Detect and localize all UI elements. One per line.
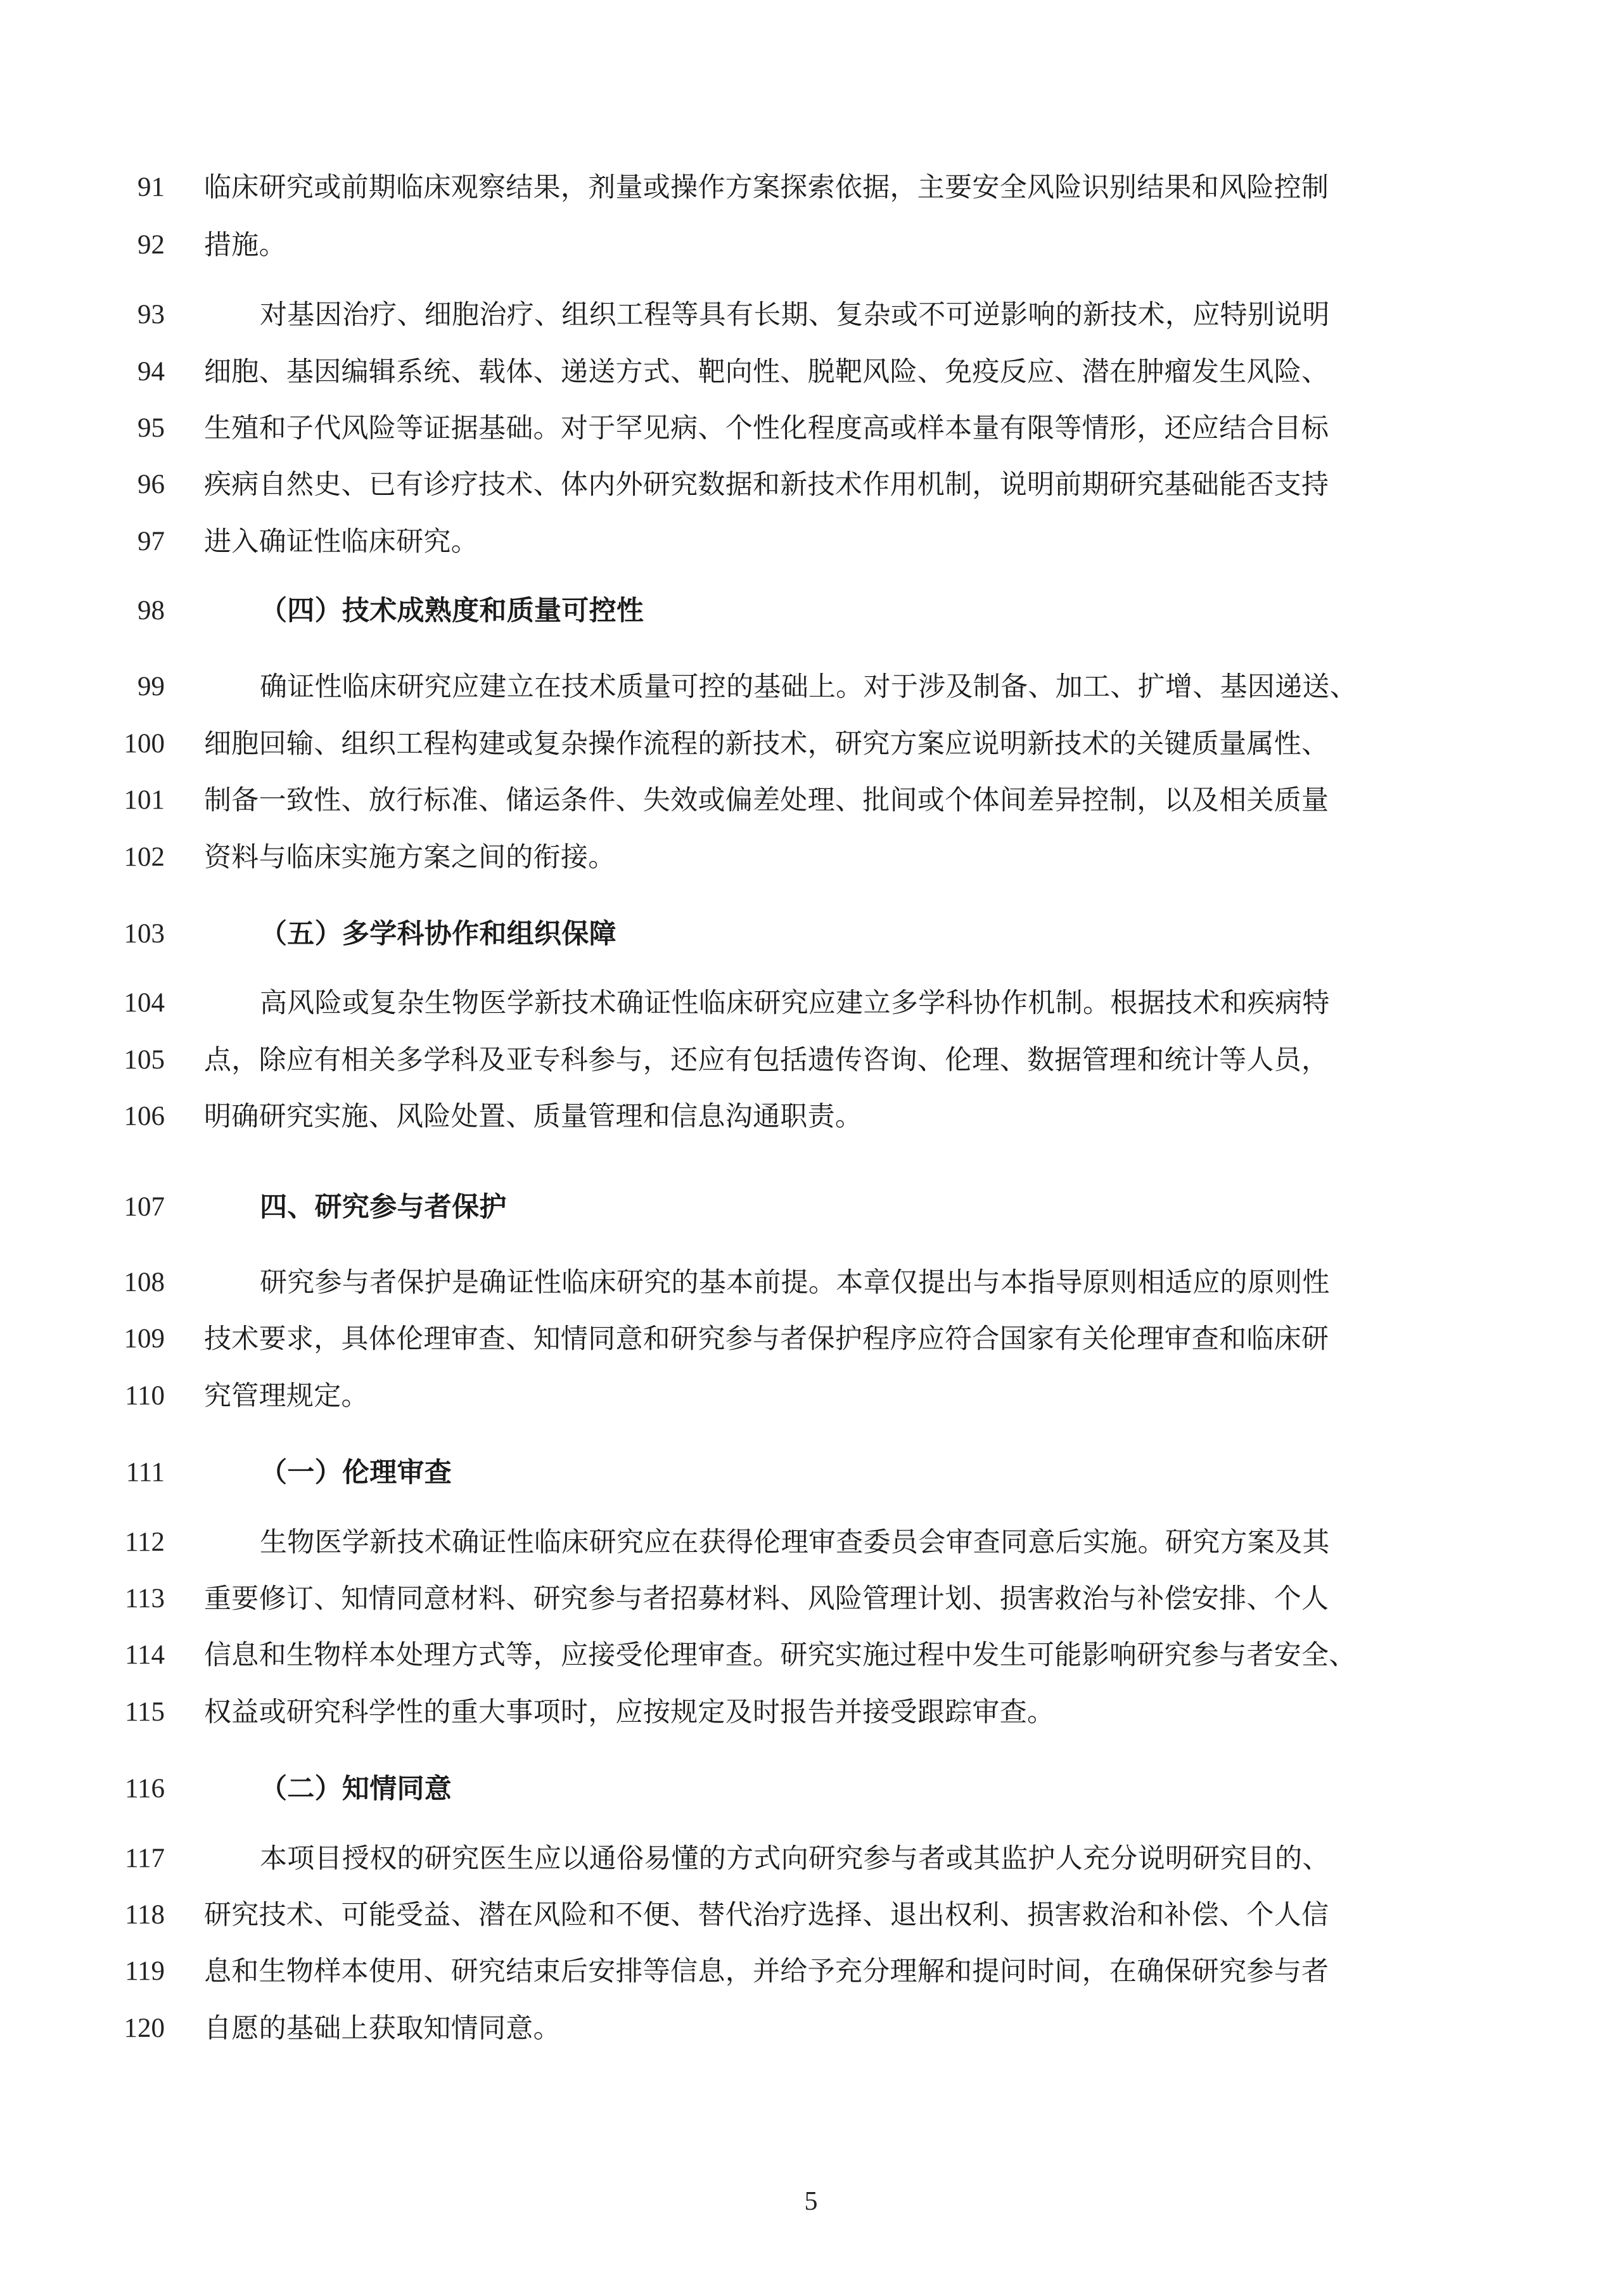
line-number: 94: [137, 357, 165, 387]
text-line: [0, 217, 1622, 274]
paragraph-text: 高风险或复杂生物医学新技术确证性临床研究应建立多学科协作机制。根据技术和疾病特: [260, 987, 1330, 1019]
section-heading: （一）伦理审查: [260, 1457, 452, 1489]
line-number: 116: [125, 1774, 165, 1804]
text-line: [0, 1830, 1622, 1887]
text-line: [0, 772, 1622, 829]
line-number: 96: [137, 470, 165, 499]
text-line: [0, 829, 1622, 886]
line-number: 111: [125, 1458, 165, 1487]
paragraph-text: 资料与临床实施方案之间的衔接。: [204, 842, 616, 873]
text-line: [0, 975, 1622, 1032]
paragraph-text: 细胞回输、组织工程构建或复杂操作流程的新技术，研究方案应说明新技术的关键质量属性、: [204, 728, 1329, 760]
paragraph-text: 疾病自然史、已有诊疗技术、体内外研究数据和新技术作用机制，说明前期研究基础能否支持: [204, 469, 1329, 501]
paragraph-text: 制备一致性、放行标准、储运条件、失效或偏差处理、批间或个体间差异控制，以及相关质量: [204, 785, 1329, 816]
text-line: [0, 1627, 1622, 1684]
line-number: 92: [137, 230, 165, 260]
paragraph-text: 对基因治疗、细胞治疗、组织工程等具有长期、复杂或不可逆影响的新技术，应特别说明: [260, 299, 1330, 331]
paragraph-text: 进入确证性临床研究。: [204, 526, 478, 558]
section-heading-line: [0, 1760, 1622, 1818]
text-line: [0, 658, 1622, 715]
text-line: [0, 1684, 1622, 1741]
text-line: [0, 456, 1622, 513]
paragraph-text: 重要修订、知情同意材料、研究参与者招募材料、风险管理计划、损害救治与补偿安排、个人: [204, 1583, 1329, 1615]
text-line: [0, 2000, 1622, 2057]
paragraph-text: 技术要求，具体伦理审查、知情同意和研究参与者保护程序应符合国家有关伦理审查和临床研: [204, 1323, 1329, 1355]
line-number: 101: [124, 785, 165, 815]
paragraph-text: 措施。: [204, 229, 286, 261]
section-heading-line: [0, 906, 1622, 963]
line-number: 103: [124, 919, 165, 949]
section-heading: （四）技术成熟度和质量可控性: [260, 595, 644, 627]
line-number: 108: [124, 1267, 165, 1297]
line-number: 110: [125, 1381, 165, 1411]
text-line: [0, 1887, 1622, 1944]
line-number: 91: [137, 172, 165, 202]
line-number: 117: [125, 1844, 165, 1873]
line-number: 112: [125, 1527, 165, 1557]
text-line: [0, 1570, 1622, 1627]
paragraph-text: 确证性临床研究应建立在技术质量可控的基础上。对于涉及制备、加工、扩增、基因递送、: [260, 671, 1357, 703]
text-line: [0, 715, 1622, 773]
paragraph-text: 息和生物样本使用、研究结束后安排等信息，并给予充分理解和提问时间，在确保研究参与者: [204, 1956, 1329, 1987]
page-number: 5: [804, 2187, 818, 2216]
line-number: 100: [124, 729, 165, 759]
line-number: 102: [124, 842, 165, 872]
paragraph-text: 生殖和子代风险等证据基础。对于罕见病、个性化程度高或样本量有限等情形，还应结合目标: [204, 413, 1329, 444]
line-number: 120: [124, 2013, 165, 2043]
text-line: [0, 159, 1622, 216]
text-line: [0, 1368, 1622, 1425]
text-line: [0, 1088, 1622, 1145]
line-number: 93: [137, 300, 165, 330]
line-number: 104: [124, 988, 165, 1018]
section-heading: （五）多学科协作和组织保障: [260, 918, 616, 950]
line-number: 97: [137, 527, 165, 556]
text-line: [0, 1254, 1622, 1311]
line-number: 99: [137, 672, 165, 702]
paragraph-text: 生物医学新技术确证性临床研究应在获得伦理审查委员会审查同意后实施。研究方案及其: [260, 1527, 1330, 1558]
line-number: 118: [125, 1900, 165, 1930]
paragraph-text: 权益或研究科学性的重大事项时，应按规定及时报告并接受跟踪审查。: [204, 1696, 1055, 1728]
section-heading: 四、研究参与者保护: [260, 1191, 507, 1223]
line-number: 95: [137, 413, 165, 443]
section-heading-line: [0, 1179, 1622, 1236]
paragraph-text: 点，除应有相关多学科及亚专科参与，还应有包括遗传咨询、伦理、数据管理和统计等人员，: [204, 1044, 1329, 1076]
line-number: 115: [125, 1697, 165, 1727]
section-heading: （二）知情同意: [260, 1773, 452, 1805]
section-heading-line: [0, 582, 1622, 639]
paragraph-text: 研究技术、可能受益、潜在风险和不便、替代治疗选择、退出权利、损害救治和补偿、个人信: [204, 1899, 1329, 1931]
line-number: 109: [124, 1324, 165, 1354]
paragraph-text: 究管理规定。: [204, 1380, 369, 1412]
text-line: [0, 1311, 1622, 1368]
text-line: [0, 1032, 1622, 1089]
line-number: 106: [124, 1101, 165, 1131]
section-heading-line: [0, 1444, 1622, 1501]
line-number: 105: [124, 1045, 165, 1075]
paragraph-text: 自愿的基础上获取知情同意。: [204, 2013, 561, 2044]
line-number: 98: [137, 596, 165, 625]
paragraph-text: 临床研究或前期临床观察结果，剂量或操作方案探索依据，主要安全风险识别结果和风险控制: [204, 172, 1329, 203]
text-line: [0, 400, 1622, 457]
paragraph-text: 研究参与者保护是确证性临床研究的基本前提。本章仅提出与本指导原则相适应的原则性: [260, 1267, 1330, 1299]
text-line: [0, 1514, 1622, 1571]
text-line: [0, 343, 1622, 401]
text-line: [0, 513, 1622, 570]
line-number: 113: [125, 1584, 165, 1613]
line-number: 114: [125, 1640, 165, 1670]
line-number: 119: [125, 1956, 165, 1986]
paragraph-text: 信息和生物样本处理方式等，应接受伦理审查。研究实施过程中发生可能影响研究参与者安全、: [204, 1639, 1357, 1671]
paragraph-text: 本项目授权的研究医生应以通俗易懂的方式向研究参与者或其监护人充分说明研究目的、: [260, 1843, 1330, 1875]
text-line: [0, 1943, 1622, 2000]
paragraph-text: 明确研究实施、风险处置、质量管理和信息沟通职责。: [204, 1101, 863, 1132]
text-line: [0, 286, 1622, 343]
line-number: 107: [124, 1192, 165, 1222]
paragraph-text: 细胞、基因编辑系统、载体、递送方式、靶向性、脱靶风险、免疫反应、潜在肿瘤发生风险、: [204, 356, 1329, 388]
